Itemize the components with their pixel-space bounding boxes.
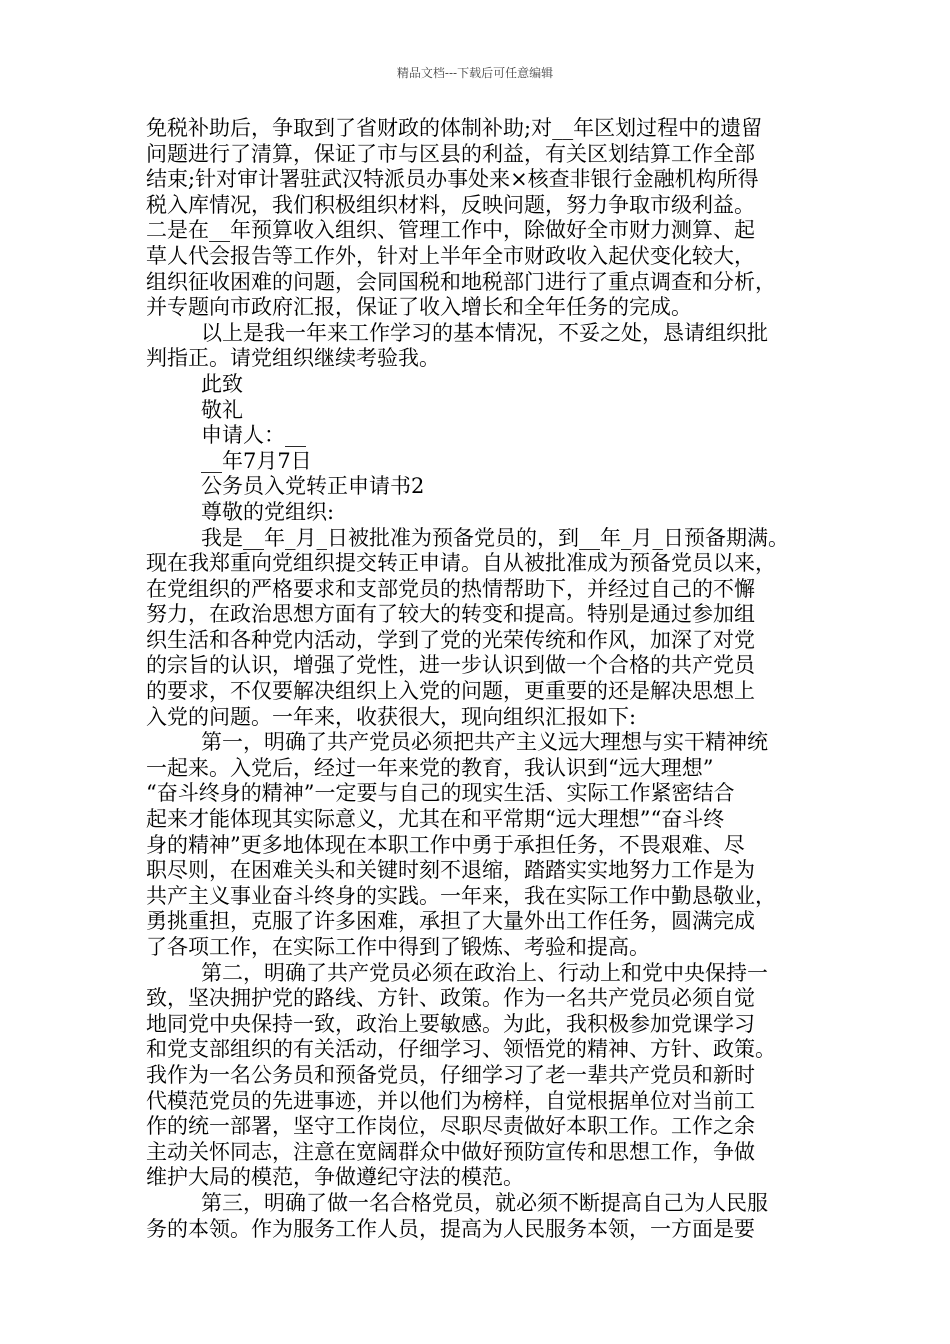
text-line: 判指正。请党组织继续考验我。 — [146, 346, 440, 371]
text-line: 在党组织的严格要求和支部党员的热情帮助下，并经过自己的不懈 — [146, 576, 755, 601]
text-line: 主动关怀同志，注意在宽阔群众中做好预防宣传和思想工作，争做 — [146, 1139, 755, 1164]
text-line: “奋斗终身的精神”一定要与自己的现实生活、实际工作紧密结合 — [146, 781, 735, 806]
text-line: __年7月7日 — [201, 448, 312, 473]
text-line: 二是在__年预算收入组织、管理工作中，除做好全市财力测算、起 — [146, 218, 755, 243]
text-line: 作的统一部署，坚守工作岗位，尽职尽责做好本职工作。工作之余 — [146, 1114, 755, 1139]
text-line: 现在我郑重向党组织提交转正申请。自从被批准成为预备党员以来， — [146, 551, 776, 576]
text-line: 第一，明确了共产党员必须把共产主义远大理想与实干精神统 — [201, 730, 768, 755]
text-line: 务的本领。作为服务工作人员，提高为人民服务本领，一方面是要 — [146, 1216, 755, 1241]
text-line: 织生活和各种党内活动，学到了党的光荣传统和作风，加深了对党 — [146, 627, 755, 652]
text-line: 职尽则，在困难关头和关键时刻不退缩，踏踏实实地努力工作是为 — [146, 858, 755, 883]
text-line: 第二，明确了共产党员必须在政治上、行动上和党中央保持一 — [201, 960, 768, 985]
text-line: 的要求，不仅要解决组织上入党的问题，更重要的还是解决思想上 — [146, 679, 755, 704]
text-line: 勇挑重担，克服了许多困难，承担了大量外出工作任务，圆满完成 — [146, 909, 755, 934]
text-line: 组织征收困难的问题，会同国税和地税部门进行了重点调查和分析， — [146, 269, 776, 294]
text-line: 地同党中央保持一致，政治上要敏感。为此，我积极参加党课学习 — [146, 1011, 755, 1036]
text-line: 了各项工作，在实际工作中得到了锻炼、考验和提高。 — [146, 935, 650, 959]
text-line: 并专题向市政府汇报，保证了收入增长和全年任务的完成。 — [146, 295, 692, 320]
text-line: 一起来。入党后，经过一年来党的教育，我认识到“远大理想” — [146, 755, 714, 780]
text-line: 以上是我一年来工作学习的基本情况，不妥之处，恳请组织批 — [201, 320, 768, 345]
text-line: 尊敬的党组织: — [201, 499, 335, 524]
text-line: 敬礼 — [201, 397, 243, 422]
text-line: 共产主义事业奋斗终身的实践。一年来，我在实际工作中勤恳敬业， — [146, 883, 776, 908]
text-line: 问题进行了清算，保证了市与区县的利益，有关区划结算工作全部 — [146, 141, 755, 166]
text-line: 代模范党员的先进事迹，并以他们为榜样，自觉根据单位对当前工 — [146, 1088, 755, 1113]
text-line: 此致 — [201, 371, 243, 396]
page-header: 精品文档---下载后可任意编辑 — [396, 66, 554, 80]
text-line: 我是__年_月_日被批准为预备党员的，到__年_月_日预备期满。 — [201, 525, 789, 550]
text-line: 致，坚决拥护党的路线、方针、政策。作为一名共产党员必须自觉 — [146, 986, 755, 1011]
text-line: 草人代会报告等工作外，针对上半年全市财政收入起伏变化较大， — [146, 243, 755, 268]
text-line: 税入库情况，我们积极组织材料，反映问题，努力争取市级利益。 — [146, 192, 755, 217]
text-line: 身的精神”更多地体现在本职工作中勇于承担任务，不畏艰难、尽 — [146, 832, 745, 857]
text-line: 的宗旨的认识，增强了党性，进一步认识到做一个合格的共产党员 — [146, 653, 755, 678]
text-line: 维护大局的模范，争做遵纪守法的模范。 — [146, 1165, 524, 1190]
document-body — [146, 116, 814, 1242]
text-line: 公务员入党转正申请书2 — [201, 474, 425, 499]
text-line: 免税补助后，争取到了省财政的体制补助;对__年区划过程中的遗留 — [146, 116, 763, 140]
text-line: 起来才能体现其实际意义，尤其在和平常期“远大理想”“奋斗终 — [146, 807, 725, 832]
text-line: 入党的问题。一年来，收获很大，现向组织汇报如下: — [146, 704, 637, 729]
text-line: 申请人：__ — [201, 423, 306, 448]
text-line: 我作为一名公务员和预备党员，仔细学习了老一辈共产党员和新时 — [146, 1062, 755, 1087]
text-line: 结束;针对审计署驻武汉特派员办事处来×核查非银行金融机构所得 — [146, 167, 759, 192]
text-line: 第三，明确了做一名合格党员，就必须不断提高自己为人民服 — [201, 1190, 768, 1215]
text-line: 努力，在政治思想方面有了较大的转变和提高。特别是通过参加组 — [146, 602, 755, 627]
text-line: 和党支部组织的有关活动，仔细学习、领悟党的精神、方针、政策。 — [146, 1037, 776, 1062]
